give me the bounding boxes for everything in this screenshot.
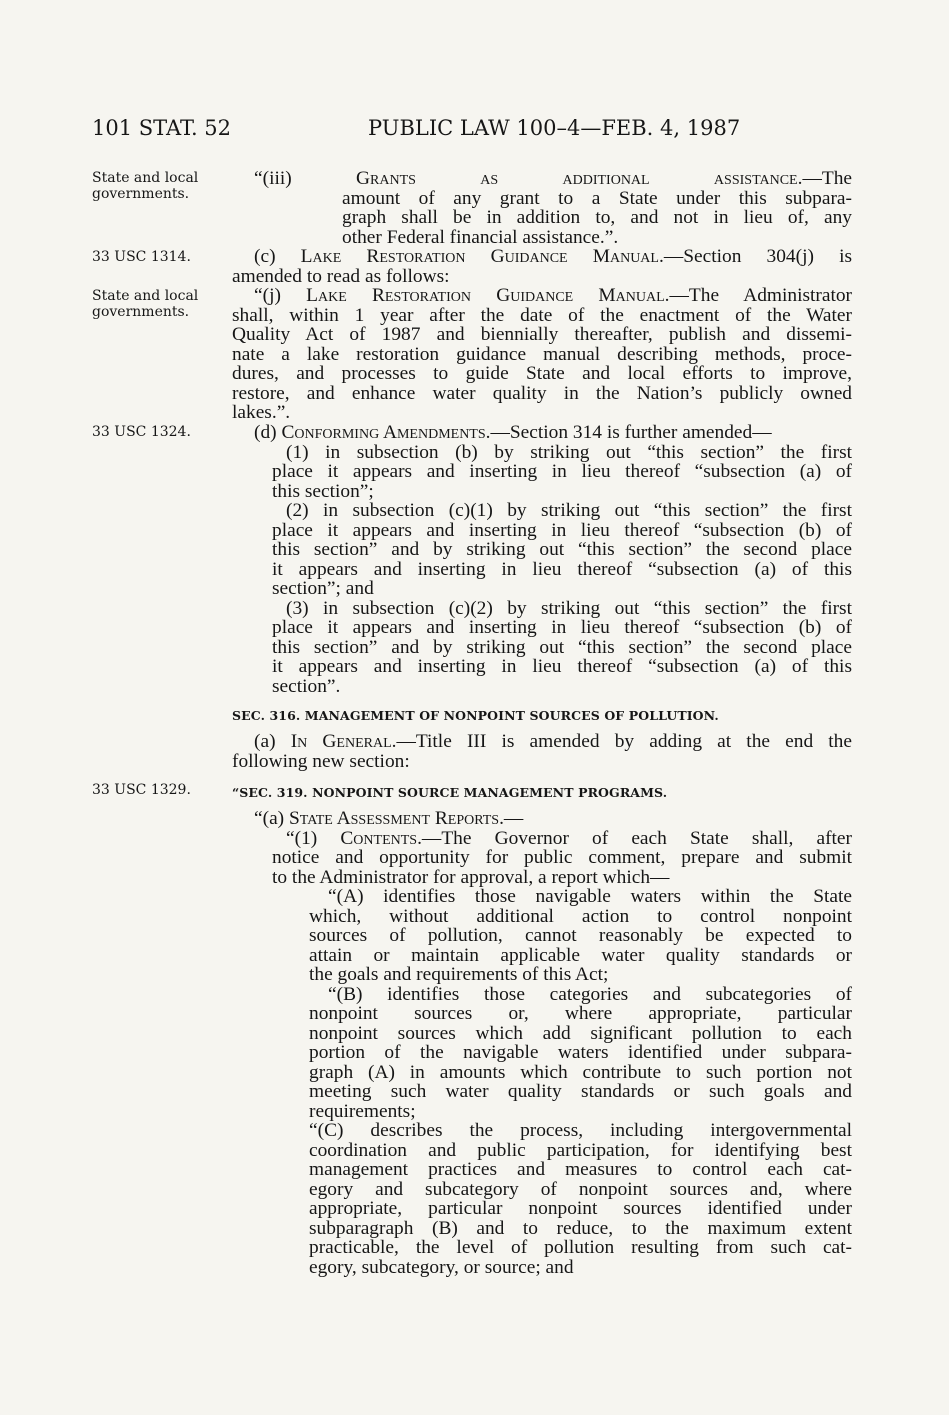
section-319	[232, 783, 852, 803]
subparagraph-b: “(B) identifies those categories and subcategories of	[328, 983, 852, 1005]
state-assessment-heading: State Assessment Reports	[288, 808, 500, 829]
margin-note-usc-1329: 33 USC 1329.	[92, 782, 191, 798]
amendment-item-3: (3) in subsection (c)(2) by striking out “this section” the first	[286, 597, 852, 619]
public-law-title: PUBLIC LAW 100–4—FEB. 4, 1987	[368, 116, 741, 140]
lake-manual-paragraph: (c) Lake Restoration Guidance Manual.—Section 304(j) is amended to read as follows:	[232, 246, 853, 287]
amendment-item-1: (1) in subsection (b) by striking out “this section” the first	[286, 441, 852, 463]
section-319-body: “(a) State Assessment Reports.— “(1) Contents.—The Governor of each State shall, after notice and opportunity for public comment, prepare and submit to the Administrator for approval, a report which— “(A) identifies those navigable waters within the State which, without additional action to control nonpoint sources of pollution, cannot reasonably be expected to attain or maintain applicable water quality standards or the goals and requirements of this Act; “(B) identifies those categories and subcategories of nonpoint sources or, where appropriate, particular nonpoint sources which add significant pollution to each portion of the navigable waters identified under subpara- graph (A) in amounts which contribute to such portion not meeting such water quality standards or such goals and requirements; “(C) describes the process, including intergovernmental coordination and public participation, for identifying best management practices and measures to control each cat- egory and subcategory of nonpoint sources and, where appropriate, particular nonpoint sources identified under subparagraph (B) and to reduce, to the maximum extent practicable, the level of pollution resulting from such cat- egory, subcategory, or source; and	[232, 809, 852, 1277]
lake-manual-heading: Lake Restoration Guidance Manual	[300, 246, 659, 267]
margin-note-state-local-2: State and local governments.	[92, 288, 199, 320]
lake-j-heading: Lake Restoration Guidance Manual	[306, 285, 665, 306]
grants-heading: Grants as additional assistance	[356, 168, 798, 189]
section-316	[232, 706, 852, 726]
page-header	[92, 116, 852, 146]
conforming-amendments: (d) Conforming Amendments.—Section 314 is further amended— (1) in subsection (b) by striking out “this section” the first place it appears and inserting in lieu thereof “subsection (a) of this section”; (2) in subsection (c)(1) by striking out “this section” the first place it appears and inserting in lieu thereof “subsection (b) of this section” and by striking out “this section” the second place it appears and inserting in lieu thereof “subsection (a) of this section”; and (3) in subsection (c)(2) by striking out “this section” the first place it appears and inserting in lieu thereof “subsection (b) of this section” and by striking out “this section” the second place it appears and inserting in lieu thereof “subsection (a) of this section”.	[232, 423, 852, 696]
margin-note-usc-1314: 33 USC 1314.	[92, 249, 191, 265]
stat-reference: 101 STAT. 52	[92, 116, 232, 140]
subparagraph-a: “(A) identifies those navigable waters within the State	[328, 886, 852, 907]
subparagraph-c: “(C) describes the process, including intergovernmental	[309, 1120, 852, 1141]
section-316-title: SEC. 316. MANAGEMENT OF NONPOINT SOURCES OF POLLUTION.	[232, 708, 719, 723]
lake-j-paragraph: “(j) Lake Restoration Guidance Manual.—The Administrator shall, within 1 year after the date of the enactment of the Water Quality Act of 1987 and biennially thereafter, publish and dissemi- nate a lake restoration guidance manual describing methods, proce- dures, and processes to guide State and local efforts to improve, restore, and enhance water quality in the Nation’s publicly owned lakes.”.	[232, 285, 852, 423]
amendment-item-2: (2) in subsection (c)(1) by striking out “this section” the first	[286, 500, 852, 521]
section-319-title: “SEC. 319. NONPOINT SOURCE MANAGEMENT PROGRAMS.	[232, 785, 668, 800]
margin-note-usc-1324: 33 USC 1324.	[92, 424, 191, 440]
contents-heading: Contents	[340, 827, 418, 849]
conforming-heading: Conforming Amendments	[281, 422, 486, 443]
in-general-heading: In General	[290, 731, 392, 752]
grants-paragraph: “(iii) Grants as additional assistance.—The amount of any grant to a State under this subpara- graph shall be in addition to, and not in lieu of, any other Federal financial assistance.”.	[254, 168, 852, 248]
margin-note-state-local-1: State and local governments.	[92, 170, 199, 202]
section-316-general: (a) In General.—Title III is amended by adding at the end the following new section:	[232, 731, 852, 772]
